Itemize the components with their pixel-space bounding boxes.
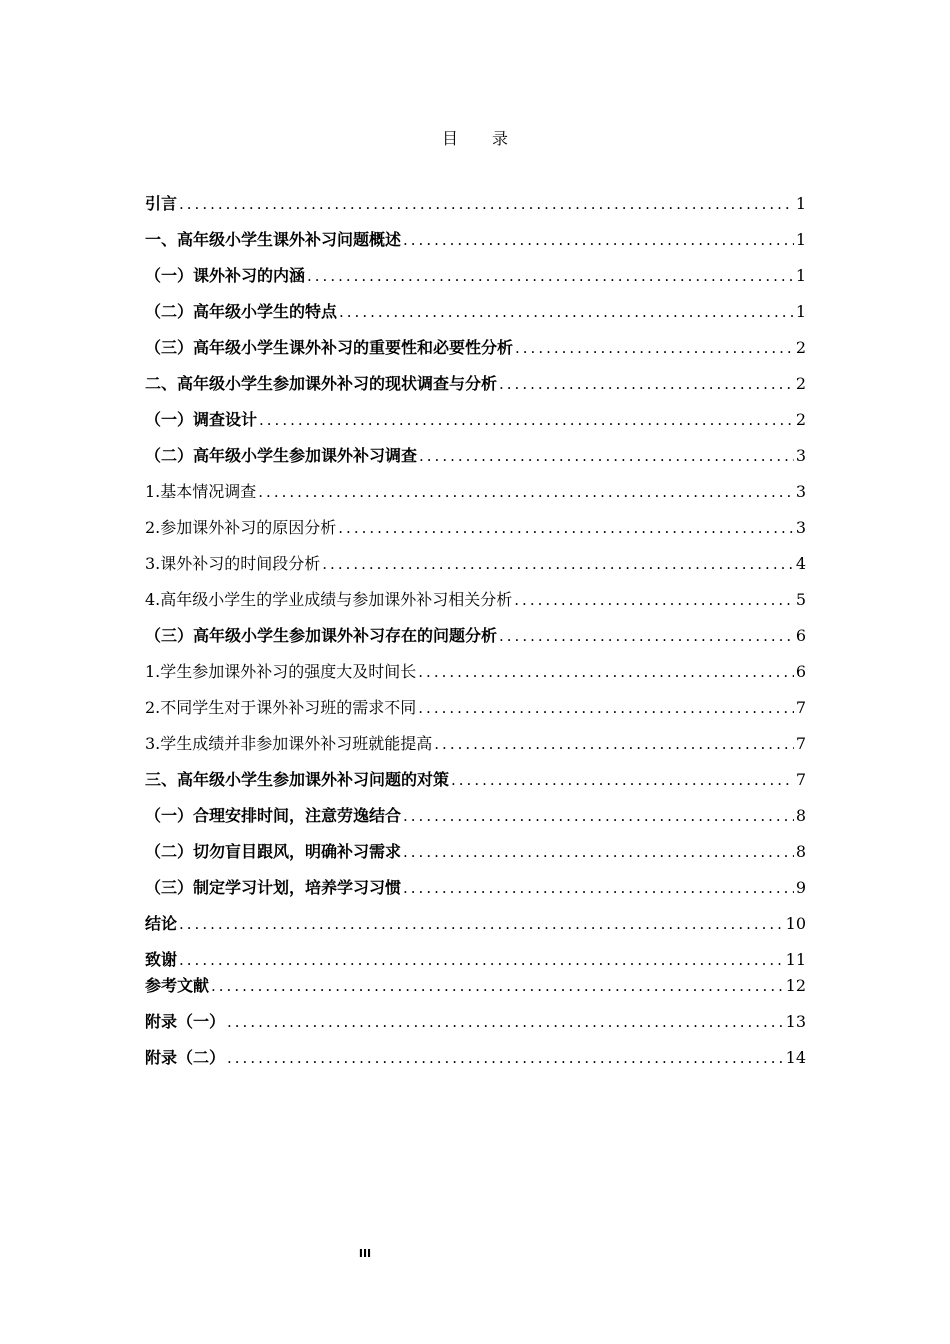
toc-entry-page: 2 (795, 410, 806, 429)
toc-entry-label: （一）调查设计 (145, 410, 258, 429)
toc-entry-label: 结论 (145, 914, 178, 933)
toc-entry-label: 2.参加课外补习的原因分析 (145, 518, 337, 537)
toc-entry[interactable] (145, 614, 806, 646)
toc-leader-dots (322, 554, 794, 574)
toc-leader-dots (338, 518, 794, 538)
toc-entry-page: 9 (795, 878, 806, 897)
toc-entry-label: 1.学生参加课外补习的强度大及时间长 (145, 662, 417, 681)
toc-entry-label: 4.高年级小学生的学业成绩与参加课外补习相关分析 (145, 590, 513, 609)
toc-leader-dots (227, 1012, 784, 1032)
toc-entry-label: 引言 (145, 194, 178, 213)
toc-entry[interactable] (145, 470, 806, 502)
toc-title-char-2: 录 (492, 129, 509, 148)
toc-leader-dots (499, 626, 794, 646)
toc-entry-page: 2 (795, 374, 806, 393)
toc-entry-label: （三）高年级小学生课外补习的重要性和必要性分析 (145, 338, 514, 357)
toc-entry-page: 8 (795, 806, 806, 825)
toc-leader-dots (403, 806, 794, 826)
toc-entry-page: 7 (795, 734, 806, 753)
toc-leader-dots (434, 734, 794, 754)
toc-entry-page: 3 (795, 446, 806, 465)
toc-leader-dots (227, 1048, 784, 1068)
toc-entry[interactable] (145, 830, 806, 862)
toc-entry-page: 14 (785, 1048, 806, 1067)
toc-leader-dots (307, 266, 794, 286)
toc-entry-label: （一）课外补习的内涵 (145, 266, 306, 285)
toc-leader-dots (179, 914, 784, 934)
toc-entry[interactable] (145, 290, 806, 322)
toc-entry-label: 参考文献 (145, 976, 210, 995)
toc-entry-label: 二、高年级小学生参加课外补习的现状调查与分析 (145, 374, 498, 393)
toc-entry-page: 13 (785, 1012, 806, 1031)
toc-leader-dots (499, 374, 794, 394)
toc-leader-dots (403, 230, 794, 250)
toc-entry-page: 11 (785, 950, 806, 969)
toc-entry-label: 附录（一） (145, 1012, 226, 1031)
toc-entry[interactable] (145, 542, 806, 574)
toc-leader-dots (259, 410, 794, 430)
toc-entry-page: 3 (795, 518, 806, 537)
toc-entry[interactable] (145, 964, 806, 996)
toc-entry-label: （二）高年级小学生参加课外补习调查 (145, 446, 418, 465)
toc-entry[interactable] (145, 758, 806, 790)
toc-entry[interactable] (145, 398, 806, 430)
toc-entry-page: 12 (785, 976, 806, 995)
toc-entry[interactable] (145, 794, 806, 826)
toc-entry[interactable] (145, 686, 806, 718)
toc-leader-dots (339, 302, 794, 322)
toc-entry-page: 7 (795, 698, 806, 717)
toc-leader-dots (258, 482, 794, 502)
toc-entry-label: （二）高年级小学生的特点 (145, 302, 338, 321)
toc-entry-page: 2 (795, 338, 806, 357)
toc-entry[interactable] (145, 182, 806, 214)
toc-entry[interactable] (145, 902, 806, 934)
toc-entry[interactable] (145, 578, 806, 610)
toc-entry-label: 一、高年级小学生课外补习问题概述 (145, 230, 402, 249)
toc-entry-page: 1 (795, 194, 806, 213)
toc-entry-page: 5 (795, 590, 806, 609)
toc-entry[interactable] (145, 1036, 806, 1068)
toc-entry-label: 3.课外补习的时间段分析 (145, 554, 321, 573)
toc-entry[interactable] (145, 722, 806, 754)
toc-entry-label: （三）制定学习计划，培养学习习惯 (145, 878, 402, 897)
toc-title-char-1: 目 (441, 129, 458, 148)
toc-entry-page: 1 (795, 302, 806, 321)
toc-entry[interactable] (145, 218, 806, 250)
toc-leader-dots (514, 590, 794, 610)
toc-leader-dots (418, 698, 794, 718)
toc-entry-page: 1 (795, 230, 806, 249)
toc-entry[interactable] (145, 362, 806, 394)
toc-entry-label: 附录（二） (145, 1048, 226, 1067)
toc-entry-label: （三）高年级小学生参加课外补习存在的问题分析 (145, 626, 498, 645)
toc-entry[interactable] (145, 650, 806, 682)
toc-leader-dots (403, 842, 794, 862)
toc-entry-label: （二）切勿盲目跟风，明确补习需求 (145, 842, 402, 861)
toc-entry[interactable] (145, 866, 806, 898)
toc-entry-page: 3 (795, 482, 806, 501)
toc-leader-dots (418, 662, 794, 682)
toc-entry-label: 1.基本情况调查 (145, 482, 257, 501)
toc-leader-dots (515, 338, 794, 358)
toc-entry[interactable] (145, 326, 806, 358)
page-number-footer: III (358, 1247, 372, 1260)
toc-leader-dots (451, 770, 794, 790)
toc-entry[interactable] (145, 506, 806, 538)
toc-entry-page: 7 (795, 770, 806, 789)
toc-entry-page: 6 (795, 662, 806, 681)
toc-entry-page: 4 (795, 554, 806, 573)
toc-entry-page: 6 (795, 626, 806, 645)
toc-entry-label: 2.不同学生对于课外补习班的需求不同 (145, 698, 417, 717)
toc-entry-label: 三、高年级小学生参加课外补习问题的对策 (145, 770, 450, 789)
toc-entry-label: 3.学生成绩并非参加课外补习班就能提高 (145, 734, 433, 753)
toc-entry-label: （一）合理安排时间，注意劳逸结合 (145, 806, 402, 825)
toc-entry[interactable] (145, 434, 806, 466)
toc-entry-label: 致谢 (145, 950, 178, 969)
toc-entry-page: 10 (785, 914, 806, 933)
toc-entry-page: 1 (795, 266, 806, 285)
toc-entry[interactable] (145, 1000, 806, 1032)
toc-entry[interactable] (145, 254, 806, 286)
toc-leader-dots (419, 446, 794, 466)
toc-title (0, 126, 950, 149)
toc-entry-page: 8 (795, 842, 806, 861)
toc-leader-dots (403, 878, 794, 898)
toc-leader-dots (179, 194, 794, 214)
toc-leader-dots (211, 976, 784, 996)
